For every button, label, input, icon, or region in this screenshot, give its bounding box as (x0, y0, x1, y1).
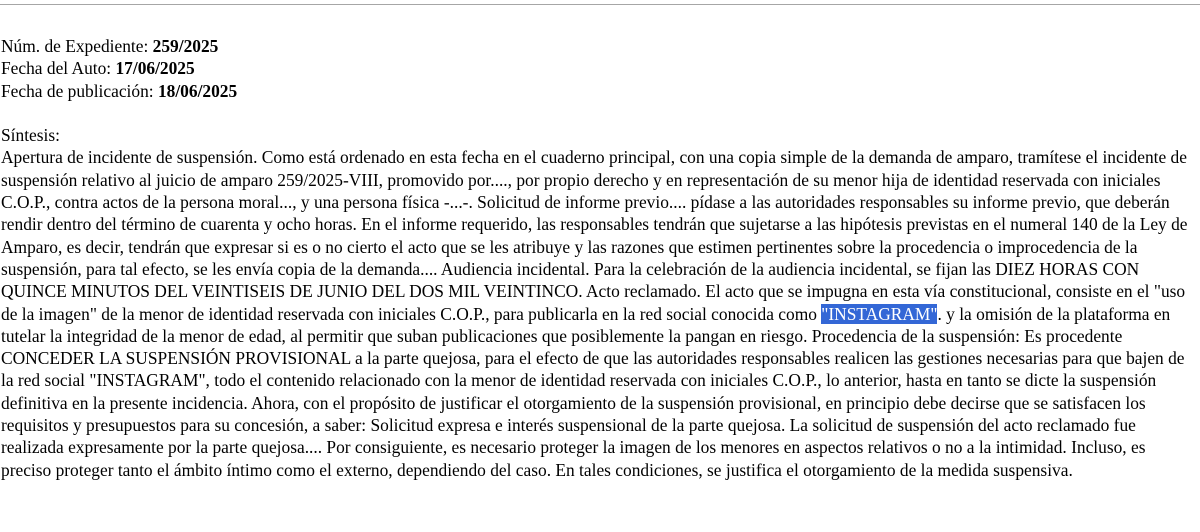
document-content (1, 35, 1197, 481)
fecha-auto-label: Fecha del Auto: (1, 58, 116, 79)
fecha-publicacion-label: Fecha de publicación: (1, 80, 158, 101)
sintesis-text-before: Apertura de incidente de suspensión. Como está ordenado en esta fecha en el cuaderno principal, con una copia simple de la demanda de amparo, tramítese el incidente de suspensión relativo al juicio de amparo 259/2025-VIII, promovido por...., por propio derecho y en representación de su menor hija de identidad reservada con iniciales C.O.P., contra actos de la persona moral..., y una persona física -...-. Solicitud de informe previo.... pídase a las autoridades responsables su informe previo, que deberán rendir dentro del término de cuarenta y ocho horas. En el informe requerido, las responsables tendrán que sujetarse a las hipótesis previstas en el numeral 140 de la Ley de Amparo, es decir, tendrán que expresar si es o no cierto el acto que se les atribuye y las razones que estimen pertinentes sobre la procedencia o improcedencia de la suspensión, para tal efecto, se les envía copia de la demanda.... Audiencia incidental. Para la celebración de la audiencia incidental, se fijan las DIEZ HORAS CON QUINCE MINUTOS DEL VEINTISEIS DE JUNIO DEL DOS MIL VEINTINCO. Acto reclamado. El acto que se impugna en esta vía constitucional, consiste en el "uso de la imagen" de la menor de identidad reservada con iniciales C.O.P., para publicarla en la red social conocida como (1, 147, 1188, 324)
selected-text-highlight[interactable]: "INSTAGRAM" (821, 303, 938, 324)
fecha-auto-line (1, 57, 1197, 79)
expediente-value: 259/2025 (152, 36, 219, 56)
top-divider (0, 4, 1200, 5)
expediente-line (1, 35, 1197, 57)
sintesis-text-after: . y la omisión de la plataforma en tutelar la integridad de la menor de edad, al permitir que suban publicaciones que posiblemente la pangan en riesgo. Procedencia de la suspensión: Es procedente CONCEDER LA SUSPENSIÓN PROVISIONAL a la parte quejosa, para el efecto de que las autoridades responsables realicen las gestiones necesarias para que bajen de la red social "INSTAGRAM", todo el contenido relacionado con la menor de identidad reservada con iniciales C.O.P., lo anterior, hasta en tanto se dicte la suspensión definitiva en la presente incidencia. Ahora, con el propósito de justificar el otorgamiento de la suspensión provisional, en principio debe decirse que se satisfacen los requisitos y presupuestos para su concesión, a saber: Solicitud expresa e interés suspensional de la parte quejosa. La solicitud de suspensión del acto reclamado fue realizada expresamente por la parte quejosa.... Por consiguiente, es necesario proteger la imagen de los menores en aspectos relativos o no a la intimidad. Incluso, es preciso proteger tanto el ámbito íntimo como el externo, dependiendo del caso. En tales condiciones, se justifica el otorgamiento de la medida suspensiva. (1, 303, 1185, 480)
expediente-label: Núm. de Expediente: (1, 36, 153, 56)
fecha-publicacion-value: 18/06/2025 (157, 80, 238, 101)
fecha-auto-value: 17/06/2025 (115, 58, 195, 79)
sintesis-body (1, 146, 1197, 480)
blank-line (1, 102, 1197, 124)
fecha-publicacion-line (1, 80, 1197, 102)
sintesis-heading: Síntesis: (1, 125, 60, 146)
